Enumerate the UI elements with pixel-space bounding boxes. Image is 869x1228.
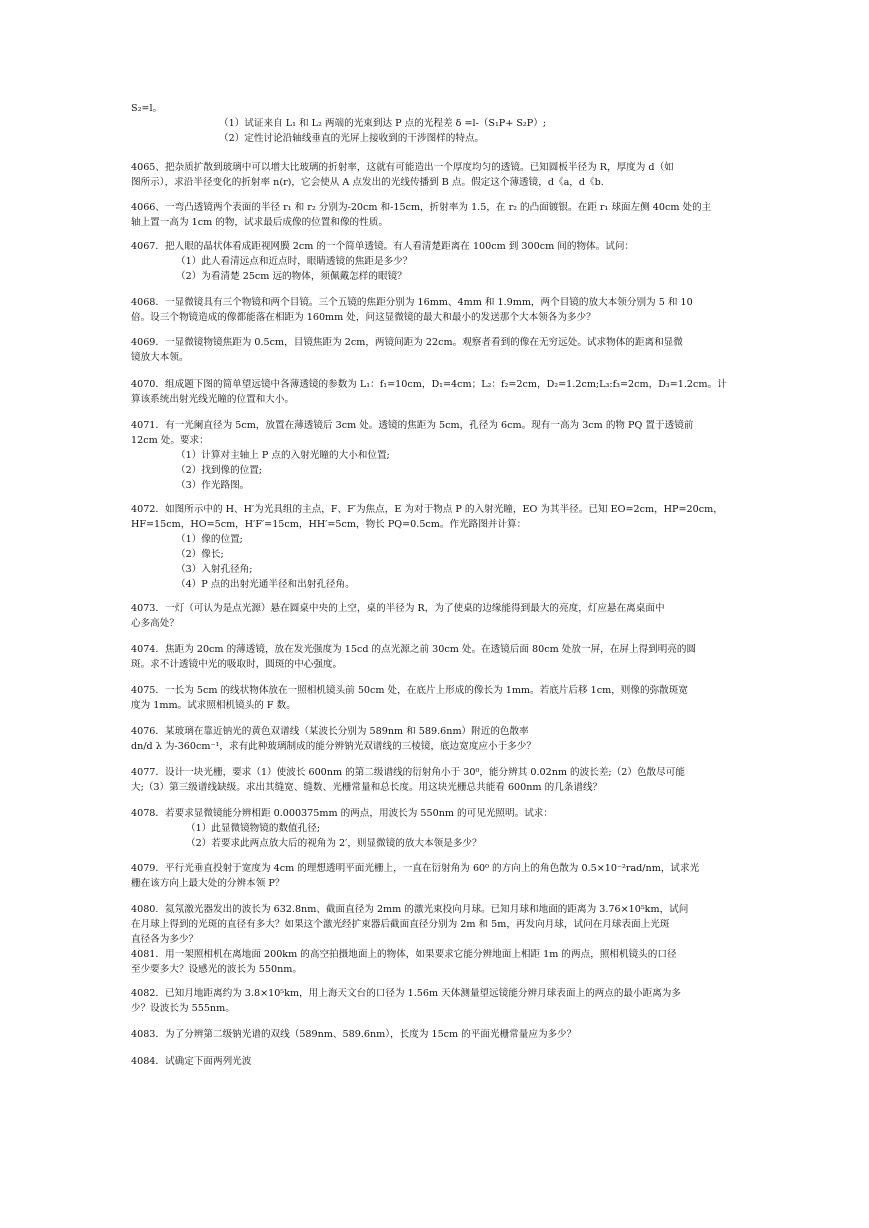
text-line: （2）为看清楚 25cm 远的物体，须佩戴怎样的眼镜？ xyxy=(176,271,407,282)
text-line: 度为 1mm。试求照相机镜头的 F 数。 xyxy=(131,700,296,711)
text-line: 4080．氦氖激光器发出的波长为 632.8nm、截面直径为 2mm 的激光束投向月球。已知月球和地面的距离为 3.76×10⁵km，试问 xyxy=(131,904,689,915)
problem-4066 xyxy=(131,200,741,230)
text-line: （2）定性讨论沿轴线垂直的光屏上接收到的干涉图样的特点。 xyxy=(219,133,485,144)
problem-4068 xyxy=(131,295,741,325)
text-line: （3）入射孔径角; xyxy=(176,564,253,575)
text-line: 斑。求不计透镜中光的吸取时，圆斑的中心强度。 xyxy=(131,659,343,670)
problem-4080-4081 xyxy=(131,902,741,977)
text-line: 直径各为多少？ xyxy=(131,934,199,945)
text-line: 心多高处？ xyxy=(131,618,179,629)
text-line: 4074．焦距为 20cm 的薄透镜，放在发光强度为 15cd 的点光源之前 30cm 处。在透镜后面 80cm 处放一屏，在屏上得到明亮的圆 xyxy=(131,644,697,655)
text-line: （1）此显微镜物镜的数值孔径; xyxy=(186,823,321,834)
text-line: 4071．有一光阑直径为 5cm，放置在薄透镜后 3cm 处。透镜的焦距为 5cm，孔径为 6cm。现有一高为 3cm 的物 PQ 置于透镜前 xyxy=(131,420,694,431)
problem-4065 xyxy=(131,160,741,190)
text-line: （2）找到像的位置; xyxy=(176,465,263,476)
text-line: S₂=l。 xyxy=(131,103,163,114)
text-line: 4084．试确定下面两列光波 xyxy=(131,1056,252,1067)
text-line: 图所示），求沿半径变化的折射率 n(r)，它会使从 A 点发出的光线传播到 B 点。假定这个薄透镜，d《a，d《b. xyxy=(131,177,604,188)
problem-4075 xyxy=(131,683,741,713)
text-line: （1）此人看清远点和近点时，眼睛透镜的焦距是多少？ xyxy=(176,256,413,267)
text-line: HF=15cm，HO=5cm，H′F′=15cm，HH′=5cm，物长 PQ=0.5cm。作光路图并计算： xyxy=(131,519,527,530)
problem-4072 xyxy=(131,502,741,592)
problem-4073 xyxy=(131,601,741,631)
problem-4070 xyxy=(131,377,741,407)
text-line: 少？设波长为 555nm。 xyxy=(131,1003,235,1014)
text-line: （2）若要求此两点放大后的视角为 2′，则显微镜的放大本领是多少？ xyxy=(186,838,482,849)
text-line: 4079．平行光垂直投射于宽度为 4cm 的理想透明平面光栅上，一直在衍射角为 60⁰ 的方向上的角色散为 0.5×10⁻²rad/nm，试求光 xyxy=(131,863,700,874)
text-line: 轴上置一高为 1cm 的物，试求最后成像的位置和像的性质。 xyxy=(131,217,388,228)
problem-4084 xyxy=(131,1054,741,1069)
text-line: 4069．一显微镜物镜焦距为 0.5cm，目镜焦距为 2cm，两镜间距为 22cm。观察者看到的像在无穷远处。试求物体的距离和显微 xyxy=(131,337,683,348)
problem-4078 xyxy=(131,806,741,851)
text-line: 栅在该方向上最大处的分辨本领 P？ xyxy=(131,878,285,889)
problem-4079 xyxy=(131,861,741,891)
text-line: 4078．若要求显微镜能分辨相距 0.000375mm 的两点，用波长为 550nm 的可见光照明。试求： xyxy=(131,808,553,819)
text-line: 4082．已知月地距离约为 3.8×10⁵km，用上海天文台的口径为 1.56m 天体测量望远镜能分辨月球表面上的两点的最小距离为多 xyxy=(131,988,681,999)
text-line: （2）像长; xyxy=(176,549,224,560)
text-line: 倍。设三个物镜造成的像都能落在相距为 160mm 处，问这显微镜的最大和最小的发送那个大本领各为多少？ xyxy=(131,312,596,323)
problem-4074 xyxy=(131,642,741,672)
problem-4082 xyxy=(131,986,741,1016)
problem-4076 xyxy=(131,724,741,754)
text-line: （1）计算对主轴上 P 点的入射光瞳的大小和位置; xyxy=(176,450,390,461)
text-line: （3）作光路图。 xyxy=(176,480,250,491)
text-line: 12cm 处。要求： xyxy=(131,435,209,446)
text-line: （1）像的位置; xyxy=(176,534,243,545)
text-line: 4066、一弯凸透镜两个表面的半径 r₁ 和 r₂ 分别为-20cm 和-15cm，折射率为 1.5，在 r₂ 的凸面镀银。在距 r₁ 球面左侧 40cm 处的主 xyxy=(131,202,712,213)
text-line: 镜放大本领。 xyxy=(131,352,189,363)
text-line: 4070．组成题下图的简单望远镜中各薄透镜的参数为 L₁：f₁=10cm，D₁=4cm；L₂：f₂=2cm，D₂=1.2cm;L₃:f₃=2cm，D₃=1.2cm。计 xyxy=(131,379,727,390)
problem-4077 xyxy=(131,765,741,795)
text-line: 在月球上得到的光斑的直径有多大？如果这个激光经扩束器后截面直径分别为 2m 和 5m，再发向月球，试问在月球表面上光斑 xyxy=(131,919,670,930)
text-line: dn/d λ 为-360cm⁻¹，求有此种玻璃制成的能分辨钠光双谱线的三棱镜，底边宽度应小于多少？ xyxy=(131,741,536,752)
problem-4067 xyxy=(131,239,741,284)
text-line: 4068．一显微镜具有三个物镜和两个目镜。三个五镜的焦距分别为 16mm、4mm 和 1.9mm，两个目镜的放大本领分别为 5 和 10 xyxy=(131,297,693,308)
text-line: （4）P 点的出射光通半径和出射孔径角。 xyxy=(176,579,355,590)
text-line: 大;（3）第三级谱线缺级。求出其缝宽、缝数、光栅常量和总长度。用这块光栅总共能看 600nm 的几条谱线？ xyxy=(131,782,603,793)
problem-4071 xyxy=(131,418,741,493)
problem-4069 xyxy=(131,335,741,365)
text-block-intro xyxy=(131,101,741,146)
text-line: 4083．为了分辨第二级钠光谱的双线（589nm、589.6nm），长度为 15cm 的平面光栅常量应为多少？ xyxy=(131,1029,577,1040)
text-line: 4072．如图所示中的 H、H′为光具组的主点，F、F′为焦点，E 为对于物点 P 的入射光瞳，EO 为其半径。已知 EO=2cm，HP=20cm， xyxy=(131,504,723,515)
text-line: 4067．把人眼的晶状体看成距视网膜 2cm 的一个简单透镜。有人看清楚距离在 100cm 到 300cm 间的物体。试问： xyxy=(131,241,635,252)
problem-4083 xyxy=(131,1027,741,1042)
text-line: 4073．一灯（可认为是点光源）悬在圆桌中央的上空，桌的半径为 R，为了使桌的边缘能得到最大的亮度，灯应悬在离桌面中 xyxy=(131,603,665,614)
text-line: 4075．一长为 5cm 的线状物体放在一照相机镜头前 50cm 处，在底片上形成的像长为 1mm。若底片后移 1cm，则像的弥散斑宽 xyxy=(131,685,688,696)
text-line: （1）试证来自 L₁ 和 L₂ 两端的光束到达 P 点的光程差 δ =l-（S₁P+ S₂P）; xyxy=(219,118,547,129)
text-line: 4081．用一架照相机在离地面 200km 的高空拍摄地面上的物体，如果要求它能分辨地面上相距 1m 的两点，照相机镜头的口径 xyxy=(131,949,677,960)
text-line: 至少要多大？设感光的波长为 550nm。 xyxy=(131,964,302,975)
text-line: 4077．设计一块光栅，要求（1）使波长 600nm 的第二级谱线的衍射角小于 30⁰，能分辨其 0.02nm 的波长差;（2）色散尽可能 xyxy=(131,767,685,778)
text-line: 4076．某玻璃在靠近钠光的黄色双谱线（某波长分别为 589nm 和 589.6nm）附近的色散率 xyxy=(131,726,529,737)
text-line: 算该系统出射光线光瞳的位置和大小。 xyxy=(131,394,295,405)
text-line: 4065、把杂质扩散到玻璃中可以增大比玻璃的折射率，这就有可能造出一个厚度均匀的透镜。已知圆板半径为 R，厚度为 d（如 xyxy=(131,162,674,173)
